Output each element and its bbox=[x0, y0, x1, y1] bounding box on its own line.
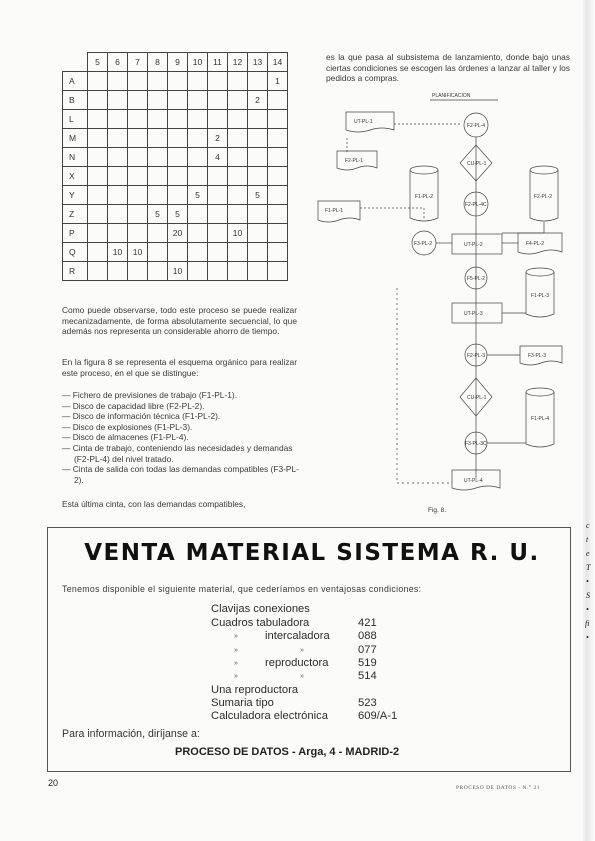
ad-headline: VENTA MATERIAL SISTEMA R. U. bbox=[84, 540, 540, 566]
item-reproductora: reproductora bbox=[265, 657, 329, 669]
grid-cell bbox=[128, 110, 148, 129]
grid-cell: 10 bbox=[168, 262, 188, 281]
grid-row bbox=[63, 72, 288, 91]
grid-cell bbox=[228, 110, 248, 129]
grid-cell bbox=[188, 167, 208, 186]
grid-cell bbox=[188, 262, 208, 281]
grid-cell bbox=[188, 224, 208, 243]
label-f1-pl-4: F1-PL-4 bbox=[531, 416, 550, 422]
grid-cell bbox=[228, 148, 248, 167]
grid-cell bbox=[248, 167, 268, 186]
grid-cell bbox=[228, 205, 248, 224]
grid-row bbox=[63, 167, 288, 186]
grid-row bbox=[63, 243, 288, 262]
grid-cell bbox=[88, 243, 108, 262]
grid-cell: 5 bbox=[248, 186, 268, 205]
component-list-item: — Disco de almacenes (F1-PL-4). bbox=[62, 432, 189, 443]
grid-cell bbox=[128, 205, 148, 224]
label-ut-pl-1: UT-PL-1 bbox=[354, 119, 373, 125]
grid-cell: 10 bbox=[128, 243, 148, 262]
grid-cell bbox=[168, 148, 188, 167]
grid-cell bbox=[208, 167, 228, 186]
code-519: 519 bbox=[358, 657, 377, 669]
grid-cell bbox=[88, 262, 108, 281]
grid-cell bbox=[208, 262, 228, 281]
edge-fragment: t bbox=[586, 535, 589, 544]
grid-cell bbox=[268, 224, 288, 243]
grid-cell bbox=[188, 148, 208, 167]
grid-cell bbox=[148, 224, 168, 243]
grid-header-row bbox=[63, 53, 288, 72]
ditto-mark: » bbox=[234, 660, 238, 667]
grid-cell bbox=[88, 224, 108, 243]
edge-fragment: • bbox=[586, 577, 589, 586]
code-421: 421 bbox=[358, 617, 377, 629]
code-523: 523 bbox=[358, 697, 377, 709]
grid-cell bbox=[248, 110, 268, 129]
planning-flow-diagram bbox=[312, 88, 582, 528]
edge-fragment: • bbox=[586, 605, 589, 614]
label-f5-pl-2: F5-PL-2 bbox=[467, 276, 486, 282]
grid-row bbox=[63, 186, 288, 205]
grid-cell bbox=[128, 72, 148, 91]
component-list bbox=[62, 390, 302, 485]
edge-fragment: • bbox=[586, 633, 589, 642]
item-sumaria: Sumaria tipo bbox=[211, 697, 274, 709]
grid-cell: 5 bbox=[168, 205, 188, 224]
ad-contact: Para información, diríjanse a: bbox=[62, 728, 200, 740]
grid-cell bbox=[128, 186, 148, 205]
grid-cell: 10 bbox=[228, 224, 248, 243]
diagram-title: PLANIFICACION bbox=[432, 93, 471, 99]
paragraph-mechanization: Como puede observarse, todo este proceso se puede realizar mecanizadamente, de forma absolutamente secuencial, lo que además nos representa un considerable ahorro de tiempo. bbox=[62, 305, 297, 337]
paragraph-figure-intro: En la figura 8 se representa el esquema orgánico para realizar este proceso, en el que se distingue: bbox=[62, 357, 297, 378]
ditto-mark: » bbox=[234, 633, 238, 640]
grid-cell bbox=[228, 243, 248, 262]
label-f2-pl-4: F2-PL-4 bbox=[467, 123, 486, 129]
item-clavijas: Clavijas conexiones bbox=[211, 603, 310, 615]
grid-cell bbox=[188, 72, 208, 91]
code-088: 088 bbox=[358, 630, 377, 642]
grid-cell bbox=[248, 129, 268, 148]
grid-cell bbox=[148, 186, 168, 205]
label-f2-pl-1: F2-PL-1 bbox=[345, 158, 364, 164]
grid-cell bbox=[88, 91, 108, 110]
label-f1-pl-3: F1-PL-3 bbox=[531, 293, 550, 299]
grid-row-label: B bbox=[63, 91, 88, 110]
grid-cell bbox=[108, 262, 128, 281]
grid-cell bbox=[208, 205, 228, 224]
grid-cell: 10 bbox=[108, 243, 128, 262]
grid-cell bbox=[128, 262, 148, 281]
allocation-grid bbox=[62, 52, 288, 281]
grid-column-header: 5 bbox=[88, 53, 108, 72]
edge-fragment: fi bbox=[585, 619, 590, 628]
grid-row bbox=[63, 205, 288, 224]
grid-cell bbox=[88, 186, 108, 205]
grid-column-header: 8 bbox=[148, 53, 168, 72]
grid-cell bbox=[248, 72, 268, 91]
grid-row bbox=[63, 262, 288, 281]
item-calculadora: Calculadora electrónica bbox=[211, 710, 328, 722]
paragraph-right-column: es la que pasa al subsistema de lanzamiento, donde bajo unas ciertas condiciones se escogen las órdenes a lanzar al taller y los pedidos a compras. bbox=[326, 52, 570, 84]
grid-cell bbox=[268, 167, 288, 186]
grid-cell bbox=[88, 167, 108, 186]
ad-address: PROCESO DE DATOS - Arga, 4 - MADRID-2 bbox=[175, 746, 400, 758]
label-f4-pl-2: F4-PL-2 bbox=[526, 241, 545, 247]
ditto-mark: » bbox=[300, 673, 304, 680]
grid-cell bbox=[188, 91, 208, 110]
grid-cell bbox=[128, 129, 148, 148]
grid-cell bbox=[268, 262, 288, 281]
grid-cell bbox=[168, 129, 188, 148]
grid-cell bbox=[188, 129, 208, 148]
grid-cell: 2 bbox=[208, 129, 228, 148]
label-ut-pl-2: UT-PL-2 bbox=[464, 242, 483, 248]
grid-cell bbox=[168, 72, 188, 91]
grid-cell bbox=[248, 205, 268, 224]
grid-cell bbox=[148, 129, 168, 148]
grid-cell bbox=[108, 91, 128, 110]
grid-cell bbox=[268, 91, 288, 110]
component-list-item: — Fichero de previsiones de trabajo (F1-PL-1). bbox=[62, 390, 238, 400]
grid-cell bbox=[88, 129, 108, 148]
component-list-item: — Cinta de trabajo, conteniendo las necesidades y demandas (F2-PL-4) del nivel tratado. bbox=[62, 442, 293, 464]
component-list-item: — Disco de información técnica (F1-PL-2). bbox=[62, 411, 221, 422]
page-number: 20 bbox=[48, 778, 59, 788]
grid-cell bbox=[148, 167, 168, 186]
component-list-item: — Disco de explosiones (F1-PL-3). bbox=[62, 421, 193, 432]
grid-cell bbox=[248, 224, 268, 243]
grid-row bbox=[63, 91, 288, 110]
grid-cell bbox=[228, 262, 248, 281]
grid-cell: 1 bbox=[268, 72, 288, 91]
grid-cell bbox=[228, 72, 248, 91]
grid-cell bbox=[168, 91, 188, 110]
code-609: 609/A-1 bbox=[358, 710, 398, 722]
grid-cell bbox=[128, 167, 148, 186]
grid-cell bbox=[148, 148, 168, 167]
grid-column-header: 7 bbox=[128, 53, 148, 72]
edge-fragment: S bbox=[586, 591, 590, 600]
grid-column-header: 6 bbox=[108, 53, 128, 72]
grid-cell bbox=[128, 224, 148, 243]
grid-cell bbox=[108, 205, 128, 224]
label-ut-pl-3: UT-PL-3 bbox=[464, 311, 483, 317]
grid-cell bbox=[208, 186, 228, 205]
grid-row-label: N bbox=[63, 148, 88, 167]
grid-column-header: 13 bbox=[248, 53, 268, 72]
figure-caption: Fig. 8. bbox=[428, 507, 447, 514]
grid-cell bbox=[248, 262, 268, 281]
grid-cell bbox=[128, 148, 148, 167]
grid-cell bbox=[188, 205, 208, 224]
label-f2-pl-4c: F2-PL-4C bbox=[465, 202, 487, 208]
grid-cell bbox=[188, 243, 208, 262]
edge-fragment: T bbox=[586, 563, 591, 572]
label-f3-pl-2: F3-PL-2 bbox=[414, 241, 433, 247]
grid-cell bbox=[228, 91, 248, 110]
grid-cell: 5 bbox=[148, 205, 168, 224]
grid-row-label: X bbox=[63, 167, 88, 186]
ditto-mark: » bbox=[300, 647, 304, 654]
grid-cell bbox=[88, 72, 108, 91]
grid-cell bbox=[208, 224, 228, 243]
grid-cell bbox=[88, 110, 108, 129]
grid-row-label: R bbox=[63, 262, 88, 281]
label-f2-pl-2: F2-PL-2 bbox=[534, 194, 553, 200]
grid-cell bbox=[268, 243, 288, 262]
footer-running-title: PROCESO DE DATOS - N.° 21 bbox=[456, 785, 540, 791]
label-ut-pl-4: UT-PL-4 bbox=[464, 478, 483, 484]
grid-cell bbox=[208, 91, 228, 110]
grid-cell bbox=[268, 148, 288, 167]
grid-cell bbox=[168, 186, 188, 205]
grid-row-label: A bbox=[63, 72, 88, 91]
component-list-item: — Disco de capacidad libre (F2-PL-2). bbox=[62, 400, 205, 411]
grid-cell bbox=[268, 205, 288, 224]
grid-row bbox=[63, 148, 288, 167]
page-binding-edge bbox=[581, 0, 595, 841]
grid-cell bbox=[88, 205, 108, 224]
grid-cell bbox=[228, 186, 248, 205]
label-f3-pl-3c: F3-PL-3C bbox=[465, 441, 487, 447]
code-077: 077 bbox=[358, 644, 377, 656]
grid-row bbox=[63, 224, 288, 243]
ditto-mark: » bbox=[234, 647, 238, 654]
grid-cell bbox=[88, 148, 108, 167]
paragraph-continuation: Esta última cinta, con las demandas compatibles, bbox=[62, 499, 246, 509]
grid-cell bbox=[128, 91, 148, 110]
grid-cell bbox=[148, 262, 168, 281]
grid-row-label: P bbox=[63, 224, 88, 243]
grid-cell bbox=[148, 72, 168, 91]
grid-corner bbox=[63, 53, 88, 72]
label-f2-pl-3: F2-PL-3 bbox=[467, 353, 486, 359]
label-f3-pl-3: F3-PL-3 bbox=[528, 353, 547, 359]
grid-cell bbox=[168, 167, 188, 186]
grid-column-header: 10 bbox=[188, 53, 208, 72]
grid-cell bbox=[108, 224, 128, 243]
grid-row-label: Z bbox=[63, 205, 88, 224]
label-cu-pl-1: CU-PL-1 bbox=[467, 161, 487, 167]
label-f1-pl-2: F1-PL-2 bbox=[415, 194, 434, 200]
grid-row-label: Y bbox=[63, 186, 88, 205]
grid-column-header: 9 bbox=[168, 53, 188, 72]
grid-cell bbox=[268, 186, 288, 205]
grid-cell bbox=[148, 91, 168, 110]
code-514: 514 bbox=[358, 670, 377, 682]
grid-cell bbox=[168, 243, 188, 262]
grid-cell bbox=[208, 110, 228, 129]
grid-cell bbox=[148, 243, 168, 262]
grid-row bbox=[63, 110, 288, 129]
grid-cell bbox=[268, 110, 288, 129]
label-cu-pl-1b: CU-PL-1 bbox=[467, 395, 487, 401]
grid-column-header: 11 bbox=[208, 53, 228, 72]
ad-intro: Tenemos disponible el siguiente material, que cederíamos en ventajosas condiciones: bbox=[62, 584, 422, 594]
grid-cell bbox=[108, 110, 128, 129]
item-cuadros: Cuadros tabuladora bbox=[211, 617, 310, 629]
grid-cell bbox=[168, 110, 188, 129]
grid-cell bbox=[268, 129, 288, 148]
grid-column-header: 14 bbox=[268, 53, 288, 72]
grid-cell bbox=[248, 148, 268, 167]
label-f1-pl-1: F1-PL-1 bbox=[325, 208, 344, 214]
component-list-item: — Cinta de salida con todas las demandas compatibles (F3-PL-2). bbox=[62, 464, 299, 485]
edge-fragment: c bbox=[586, 521, 590, 530]
grid-cell bbox=[228, 129, 248, 148]
grid-cell: 4 bbox=[208, 148, 228, 167]
grid-cell: 20 bbox=[168, 224, 188, 243]
grid-cell bbox=[108, 72, 128, 91]
item-intercaladora: intercaladora bbox=[265, 630, 330, 642]
grid-cell bbox=[248, 243, 268, 262]
ditto-mark: » bbox=[234, 673, 238, 680]
grid-cell bbox=[108, 167, 128, 186]
grid-column-header: 12 bbox=[228, 53, 248, 72]
grid-cell: 5 bbox=[188, 186, 208, 205]
grid-row-label: Q bbox=[63, 243, 88, 262]
grid-cell bbox=[228, 167, 248, 186]
grid-cell bbox=[108, 148, 128, 167]
grid-cell bbox=[208, 72, 228, 91]
grid-row bbox=[63, 129, 288, 148]
grid-cell bbox=[208, 243, 228, 262]
grid-cell bbox=[188, 110, 208, 129]
grid-cell: 2 bbox=[248, 91, 268, 110]
grid-cell bbox=[148, 110, 168, 129]
edge-fragment: e bbox=[586, 549, 590, 558]
grid-cell bbox=[108, 186, 128, 205]
item-una-reproductora: Una reproductora bbox=[211, 684, 299, 696]
grid-row-label: L bbox=[63, 110, 88, 129]
grid-cell bbox=[108, 129, 128, 148]
grid-row-label: M bbox=[63, 129, 88, 148]
